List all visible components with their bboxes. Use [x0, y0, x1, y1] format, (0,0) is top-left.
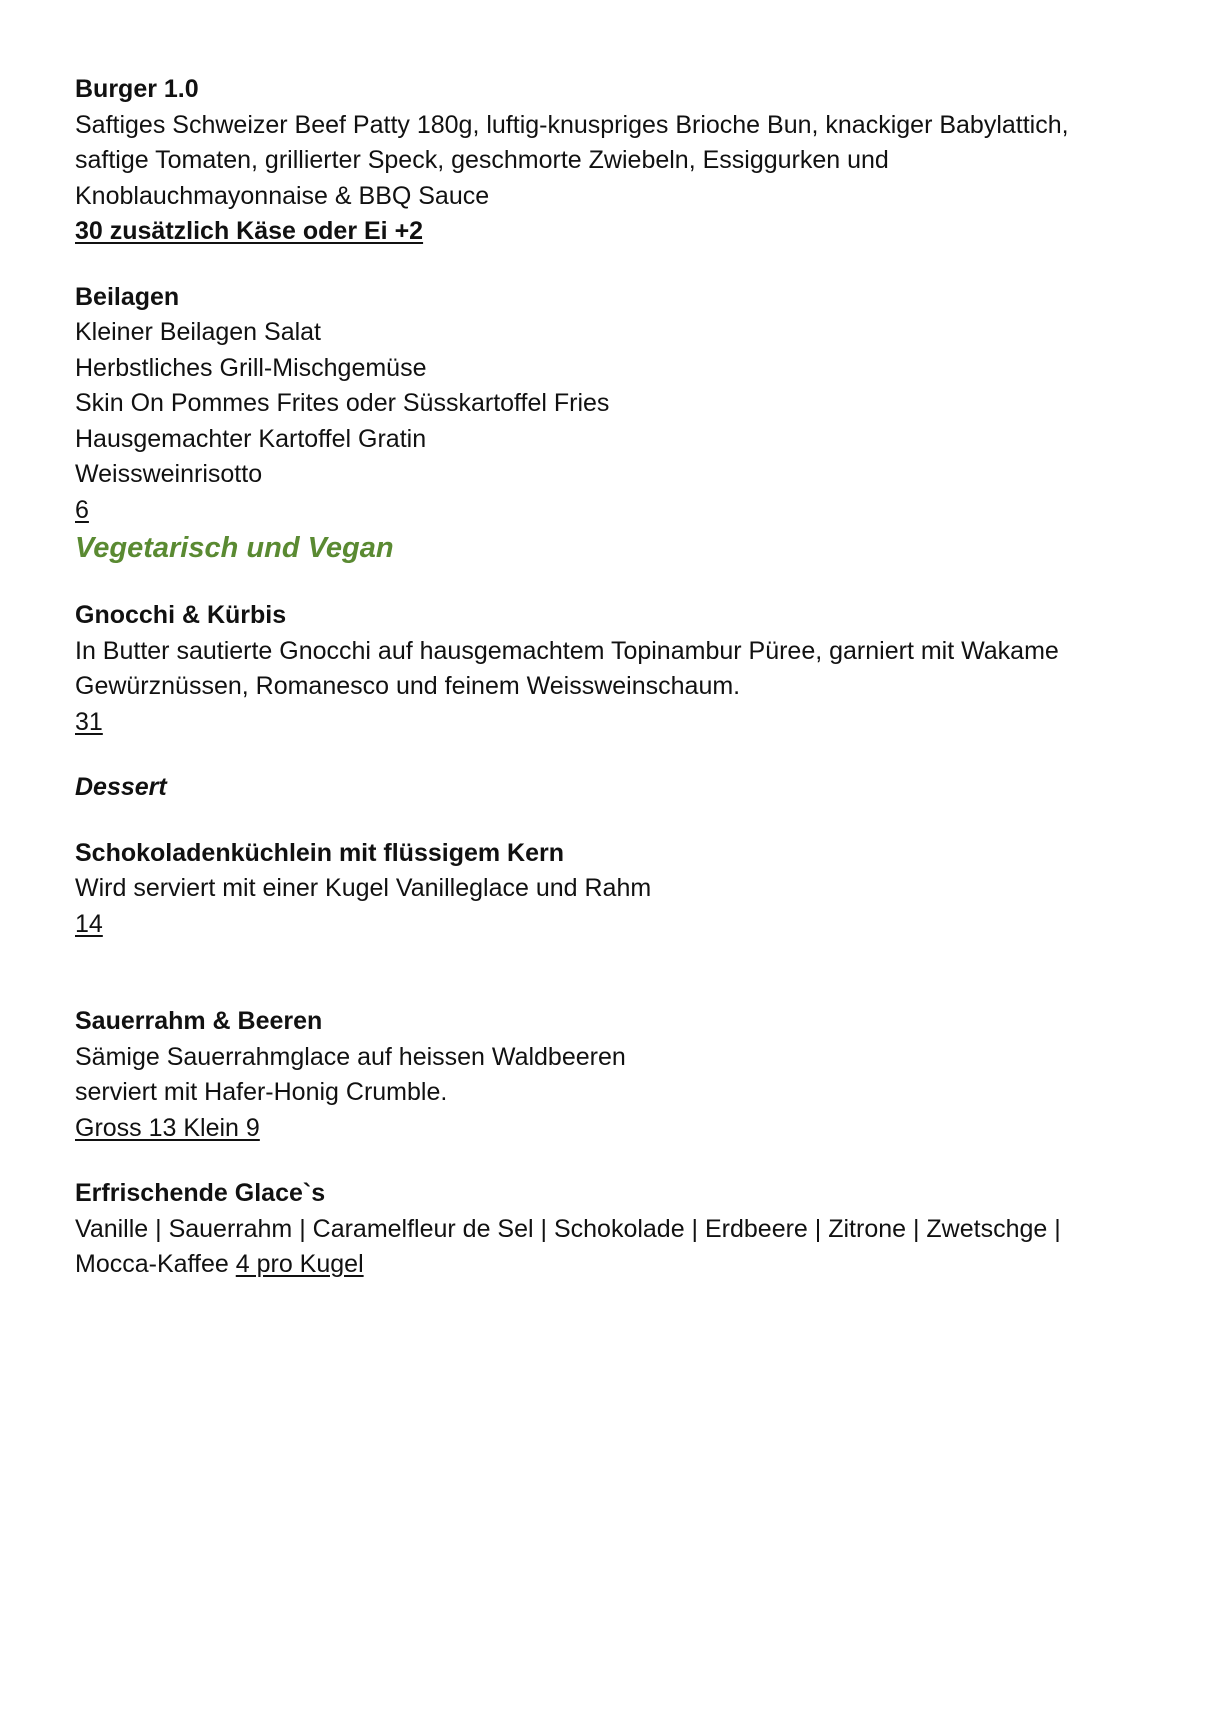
item-price: 30 zusätzlich Käse oder Ei +2 — [75, 217, 424, 245]
side-dish-item: Herbstliches Grill-Mischgemüse — [75, 353, 427, 382]
item-title: Sauerrahm & Beeren — [75, 1007, 323, 1035]
menu-item-burger — [75, 72, 1155, 250]
item-description-line: Vanille | Sauerrahm | Caramelfleur de Sel | Schokolade | Erdbeere | Zitrone | Zwetschge | — [75, 1214, 1061, 1243]
menu-item-glace — [75, 1176, 1155, 1283]
menu-item-sauerrahm-beeren — [75, 1004, 1155, 1146]
item-title: Burger 1.0 — [75, 75, 199, 103]
menu-item-gnocchi — [75, 598, 1155, 740]
item-title: Gnocchi & Kürbis — [75, 601, 287, 629]
item-title: Erfrischende Glace`s — [75, 1179, 326, 1207]
item-description-line: Mocca-Kaffee — [75, 1250, 229, 1278]
menu-item-beilagen — [75, 280, 1155, 529]
item-title: Schokoladenküchlein mit flüssigem Kern — [75, 838, 565, 867]
item-description-line: Knoblauchmayonnaise & BBQ Sauce — [75, 181, 490, 210]
item-description-line: Saftiges Schweizer Beef Patty 180g, luftig-knuspriges Brioche Bun, knackiger Babylattich, — [75, 110, 1069, 139]
item-description-line: Gewürznüssen, Romanesco und feinem Weissweinschaum. — [75, 672, 741, 700]
side-dish-item: Weissweinrisotto — [75, 460, 263, 488]
item-description-line: Sämige Sauerrahmglace auf heissen Waldbeeren — [75, 1042, 626, 1071]
section-heading-dessert: Dessert — [75, 773, 167, 801]
side-dish-item: Kleiner Beilagen Salat — [75, 318, 321, 346]
menu-page — [75, 72, 1155, 1283]
item-description-line: serviert mit Hafer-Honig Crumble. — [75, 1078, 448, 1106]
side-dish-item: Skin On Pommes Frites oder Süsskartoffel Fries — [75, 389, 610, 417]
item-description-line: saftige Tomaten, grillierter Speck, geschmorte Zwiebeln, Essiggurken und — [75, 146, 889, 174]
side-dish-item: Hausgemachter Kartoffel Gratin — [75, 424, 427, 453]
section-heading-vegan: Vegetarisch und Vegan — [75, 532, 394, 564]
item-price: 4 pro Kugel — [235, 1250, 364, 1278]
item-description-line: In Butter sautierte Gnocchi auf hausgemachtem Topinambur Püree, garniert mit Wakame — [75, 636, 1059, 665]
item-price: Gross 13 Klein 9 — [75, 1113, 260, 1142]
item-price: 14 — [75, 909, 103, 938]
item-description: Wird serviert mit einer Kugel Vanilleglace und Rahm — [75, 874, 652, 902]
menu-item-schokoladenkuechlein — [75, 836, 1155, 943]
item-price: 31 — [75, 707, 103, 736]
item-price: 6 — [75, 495, 89, 524]
item-title: Beilagen — [75, 282, 180, 311]
